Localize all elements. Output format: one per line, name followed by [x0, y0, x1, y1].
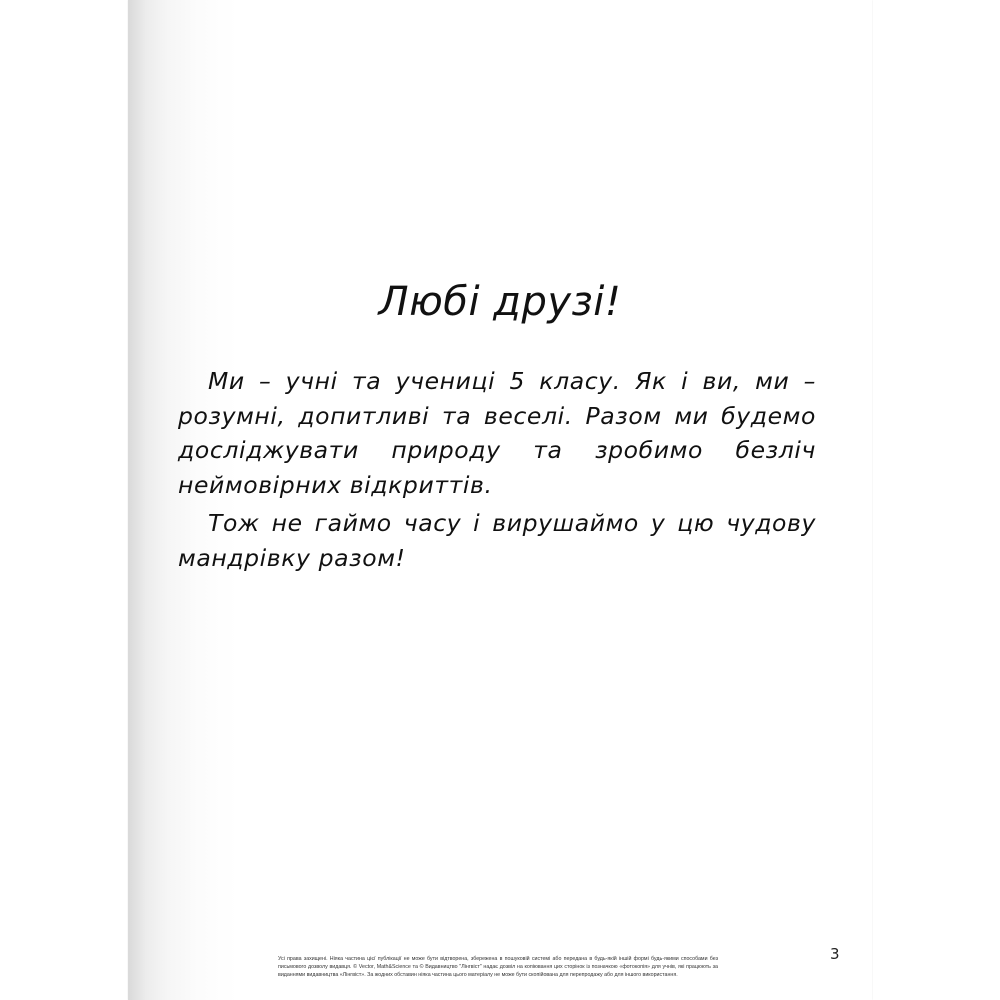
- page-body: [178, 364, 816, 579]
- copyright-note: Усі права захищені. Ніяка частина цієї публікації не може бути відтворена, збережена в пошуковій системі або передана в будь-якій іншій формі будь-якими способами без письмового дозволу видавця. © Vector, Math&Science та © Видавництво "Лінгвіст" надає дозвіл на копіювання цих сторінок із позначкою «фотокопія» для учнів, які працюють за виданнями видавництва «Лінгвіст». За жодних обставин ніяка частина цього матеріалу не може бути скопійована для перепродажу або для іншого використання.: [278, 956, 718, 978]
- paragraph-1: Ми – учні та учениці 5 класу. Як і ви, ми – розумні, допитливі та веселі. Разом ми будемо досліджувати природу та зробимо безліч неймовірних відкриттів.: [178, 367, 816, 499]
- book-page: [128, 0, 872, 1000]
- paragraph-2: Тож не гаймо часу і вирушаймо у цю чудову мандрівку разом!: [178, 509, 816, 572]
- page-heading: Любі друзі!: [378, 279, 622, 325]
- page-number: 3: [830, 945, 840, 963]
